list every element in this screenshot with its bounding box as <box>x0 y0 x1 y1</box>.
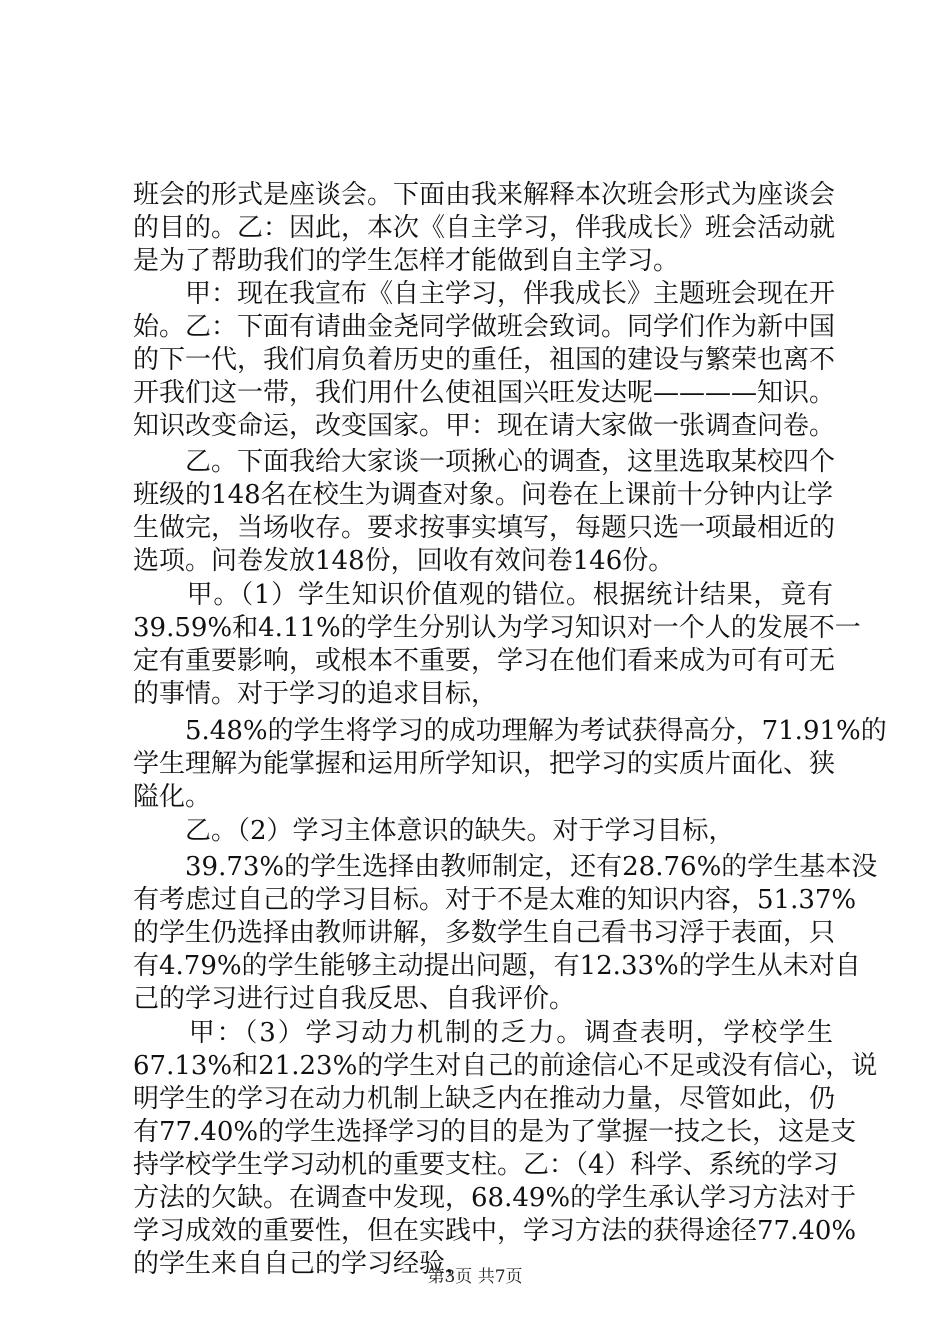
paragraph-line: 有77.40%的学生选择学习的目的是为了掌握一技之长，这是支 <box>133 1117 857 1147</box>
paragraph-line: 的下一代，我们肩负着历史的重任，祖国的建设与繁荣也离不 <box>133 345 836 375</box>
paragraph-line: 的目的。乙：因此，本次《自主学习，伴我成长》班会活动就 <box>133 213 836 243</box>
paragraph-line: 的学生来自自己的学习经验， <box>133 1249 472 1279</box>
paragraph-line: 始。乙：下面有请曲金尧同学做班会致词。同学们作为新中国 <box>133 312 836 342</box>
paragraph-line: 班级的148名在校生为调查对象。问卷在上课前十分钟内让学 <box>133 480 833 510</box>
paragraph-line: 甲：现在我宣布《自主学习，伴我成长》主题班会现在开 <box>133 279 836 309</box>
paragraph-line: 持学校学生学习动机的重要支柱。乙：（4）科学、系统的学习 <box>133 1150 839 1180</box>
paragraph-line: 甲。（1）学生知识价值观的错位。根据统计结果，竟有 <box>133 580 833 610</box>
paragraph-line: 67.13%和21.23%的学生对自己的前途信心不足或没有信心，说 <box>133 1051 878 1081</box>
paragraph-line: 39.73%的学生选择由教师制定，还有28.76%的学生基本没 <box>133 852 878 882</box>
paragraph-line: 明学生的学习在动力机制上缺乏内在推动力量，尽管如此，仍 <box>133 1084 836 1114</box>
paragraph-line: 开我们这一带，我们用什么使祖国兴旺发达呢————知识。 <box>133 378 836 408</box>
paragraph-line: 知识改变命运，改变国家。甲：现在请大家做一张调查问卷。 <box>133 411 836 441</box>
paragraph-line: 学生理解为能掌握和运用所学知识，把学习的实质片面化、狭 <box>133 749 836 779</box>
paragraph-line: 班会的形式是座谈会。下面由我来解释本次班会形式为座谈会 <box>133 180 836 210</box>
paragraph-line: 是为了帮助我们的学生怎样才能做到自主学习。 <box>133 246 680 276</box>
paragraph-line: 乙。（2）学习主体意识的缺失。对于学习目标， <box>133 816 735 846</box>
paragraph-line: 39.59%和4.11%的学生分别认为学习知识对一个人的发展不一 <box>133 613 861 643</box>
paragraph-line: 己的学习进行过自我反思、自我评价。 <box>133 984 576 1014</box>
paragraph-line: 5.48%的学生将学习的成功理解为考试获得高分，71.91%的 <box>133 716 887 746</box>
paragraph-line: 有考虑过自己的学习目标。对于不是太难的知识内容，51.37% <box>133 885 857 915</box>
paragraph-line: 的学生仍选择由教师讲解，多数学生自己看书习浮于表面，只 <box>133 918 836 948</box>
paragraph-line: 乙。下面我给大家谈一项揪心的调查，这里选取某校四个 <box>133 447 836 477</box>
paragraph-line: 定有重要影响，或根本不重要，学习在他们看来成为可有可无 <box>133 646 836 676</box>
paragraph-line: 有4.79%的学生能够主动提出问题，有12.33%的学生从未对自 <box>133 951 861 981</box>
paragraph-line: 隘化。 <box>133 782 212 812</box>
page-footer: 第3页 共7页 <box>427 1267 523 1287</box>
paragraph-line: 的事情。对于学习的追求目标， <box>133 679 498 709</box>
paragraph-line: 方法的欠缺。在调查中发现，68.49%的学生承认学习方法对于 <box>133 1183 857 1213</box>
paragraph-line: 选项。问卷发放148份，回收有效问卷146份。 <box>133 546 675 576</box>
paragraph-line: 学习成效的重要性，但在实践中，学习方法的获得途径77.40% <box>133 1216 857 1246</box>
paragraph-line: 生做完，当场收存。要求按事实填写，每题只选一项最相近的 <box>133 513 836 543</box>
paragraph-line: 甲：（3）学习动力机制的乏力。调查表明，学校学生 <box>133 1018 833 1048</box>
